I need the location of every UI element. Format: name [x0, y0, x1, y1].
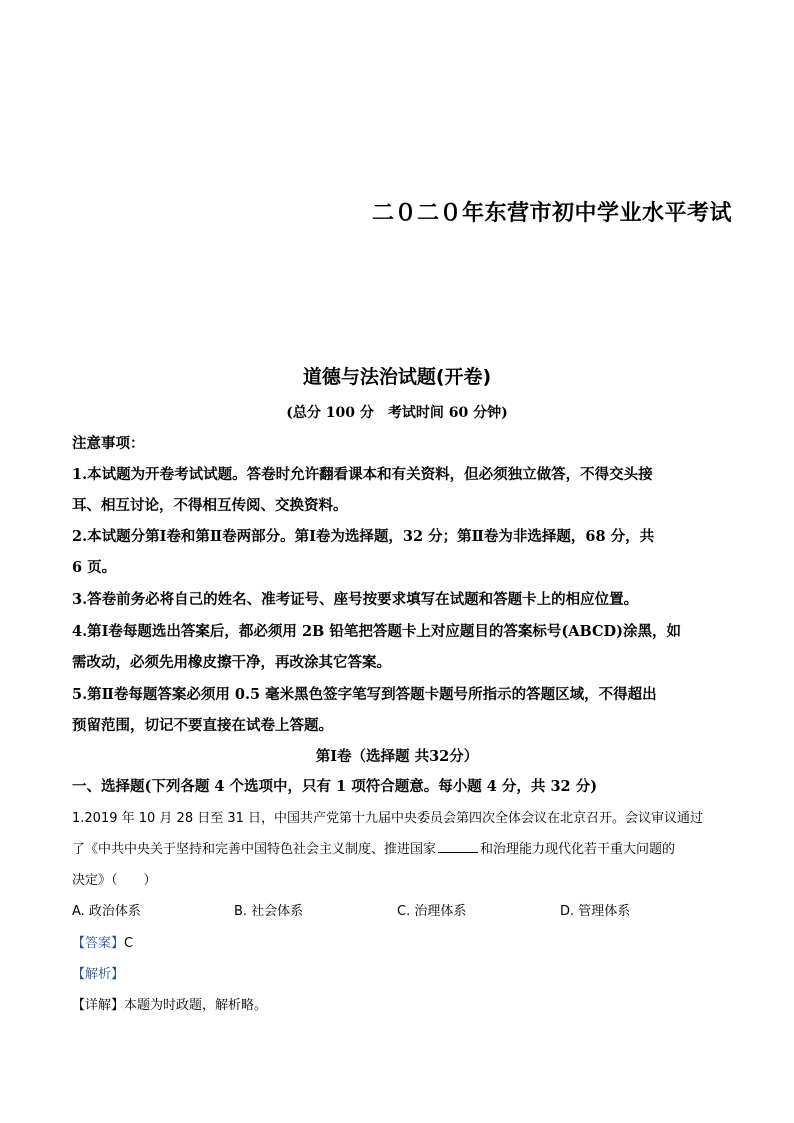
notice-line: 6 页。: [72, 559, 117, 576]
part-title: 第Ⅰ卷（选择题 共32分）: [315, 748, 479, 765]
exam-info: (总分 100 分 考试时间 60 分钟): [286, 405, 508, 421]
notice-line: 需改动，必须先用橡皮擦干净，再改涂其它答案。: [72, 654, 391, 671]
question-text-part: 了《中共中央关于坚持和完善中国特色社会主义制度、推进国家: [72, 842, 437, 857]
answer-blank: [438, 840, 478, 853]
subject-title: 道德与法治试题(开卷): [302, 366, 492, 388]
question-text: [72, 838, 675, 857]
notice-line: 4.第Ⅰ卷每题选出答案后，都必须用 2B 铅笔把答题卡上对应题目的答案标号(ABCD)涂黑，如: [72, 623, 681, 640]
notice-line: 3.答卷前务必将自己的姓名、准考证号、座号按要求填写在试题和答题卡上的相应位置。: [72, 591, 639, 608]
notice-line: 1.本试题为开卷考试试题。答卷时允许翻看课本和有关资料，但必须独立做答，不得交头接: [72, 466, 653, 483]
notice-line: 2.本试题分第Ⅰ卷和第Ⅱ卷两部分。第Ⅰ卷为选择题，32 分；第Ⅱ卷为非选择题，68 分，共: [72, 528, 655, 545]
detail-tag: 【详解】: [72, 998, 125, 1013]
option-b: B. 社会体系: [234, 904, 304, 919]
answer-line: [72, 932, 133, 951]
option-c: C. 治理体系: [397, 904, 467, 919]
analysis-tag: 【解析】: [72, 967, 125, 982]
detail-text: 本题为时政题，解析略。: [124, 998, 268, 1013]
notice-line: 耳、相互讨论，不得相互传阅、交换资料。: [72, 497, 348, 514]
option-d: D. 管理体系: [560, 904, 631, 919]
notice-line: 5.第Ⅱ卷每题答案必须用 0.5 毫米黑色签字笔写到答题卡题号所指示的答题区域，不得超出: [72, 686, 657, 703]
question-text-part: 和治理能力现代化若干重大问题的: [480, 842, 676, 857]
question-text: 决定》（ ）: [72, 873, 157, 888]
analysis-line: [72, 963, 124, 982]
detail-line: [72, 994, 267, 1013]
exam-title: 二０二０年东营市初中学业水平考试: [372, 201, 733, 226]
answer-value: C: [124, 936, 134, 951]
notice-heading: 注意事项：: [72, 435, 145, 452]
answer-tag: 【答案】: [72, 936, 125, 951]
option-a: A. 政治体系: [72, 904, 141, 919]
section-title: 一、选择题(下列各题 4 个选项中，只有 1 项符合题意。每小题 4 分，共 32 分): [72, 778, 598, 795]
question-text: 1.2019 年 10 月 28 日至 31 日，中国共产党第十九届中央委员会第四次全体会议在北京召开。会议审议通过: [72, 811, 704, 826]
notice-line: 预留范围，切记不要直接在试卷上答题。: [72, 717, 333, 734]
